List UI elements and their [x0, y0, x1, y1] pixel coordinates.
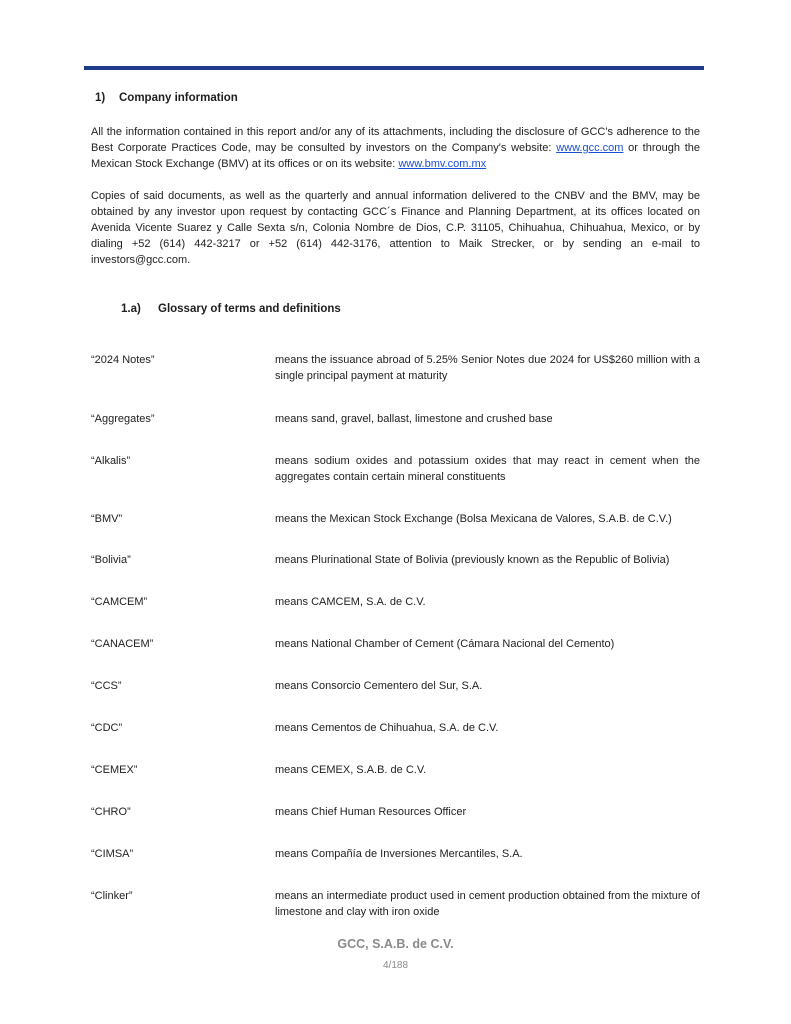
paragraph-text: or through the Mexican Stock Exchange (BMV) at its offices or on its website: — [91, 142, 700, 170]
section-title: Company information — [119, 92, 238, 104]
subsection-heading — [121, 303, 341, 315]
glossary-term: “Bolivia” — [91, 554, 131, 566]
glossary-term: “2024 Notes” — [91, 354, 155, 366]
subsection-title: Glossary of terms and definitions — [158, 303, 341, 315]
glossary-definition: means the issuance abroad of 5.25% Senior Notes due 2024 for US$260 million with a single principal payment at maturity — [275, 354, 700, 382]
glossary-term: “CHRO” — [91, 806, 131, 818]
glossary-term: “CCS” — [91, 680, 122, 692]
glossary-definition: means CAMCEM, S.A. de C.V. — [275, 596, 426, 608]
glossary-definition: means Cementos de Chihuahua, S.A. de C.V. — [275, 722, 499, 734]
section-number: 1) — [95, 92, 106, 104]
glossary-definition: means Plurinational State of Bolivia (previously known as the Republic of Bolivia) — [275, 554, 670, 566]
glossary-term: “CEMEX” — [91, 764, 138, 776]
gcc-website-link[interactable]: www.gcc.com — [556, 142, 624, 154]
subsection-number: 1.a) — [121, 303, 141, 315]
header-rule — [84, 66, 704, 70]
glossary-definition: means an intermediate product used in cement production obtained from the mixture of limestone and clay with iron oxide — [275, 890, 700, 918]
glossary-definition: means the Mexican Stock Exchange (Bolsa Mexicana de Valores, S.A.B. de C.V.) — [275, 513, 672, 525]
glossary-term: “CANACEM” — [91, 638, 154, 650]
footer-page-number: 4/188 — [382, 960, 409, 971]
section-heading — [95, 92, 238, 104]
glossary-definition: means Chief Human Resources Officer — [275, 806, 467, 818]
glossary-definition: means Compañía de Inversiones Mercantiles, S.A. — [275, 848, 523, 860]
glossary-definition: means National Chamber of Cement (Cámara Nacional del Cemento) — [275, 638, 615, 650]
glossary-definition: means CEMEX, S.A.B. de C.V. — [275, 764, 427, 776]
paragraph-copies: Copies of said documents, as well as the quarterly and annual information delivered to the CNBV and the BMV, may be obtained by any investor upon request by contacting GCC´s Finance and Planning Department, at its offices located on Avenida Vicente Suarez y Calle Sexta s/n, Colonia Nombre de Dios, C.P. 31105, Chihuahua, Chihuahua, Mexico, or by dialing +52 (614) 442-3217 or +52 (614) 442-3176, attention to Maik Strecker, or by sending an e-mail to investors@gcc.com. — [91, 190, 700, 266]
glossary-term: “Aggregates” — [91, 413, 155, 425]
glossary-term: “CAMCEM” — [91, 596, 148, 608]
glossary-term: “Clinker” — [91, 890, 133, 902]
glossary-definition: means sand, gravel, ballast, limestone and crushed base — [275, 413, 553, 425]
glossary-term: “CIMSA” — [91, 848, 134, 860]
glossary-term: “BMV” — [91, 513, 123, 525]
footer-company-name: GCC, S.A.B. de C.V. — [337, 937, 454, 951]
bmv-website-link[interactable]: www.bmv.com.mx — [398, 158, 487, 170]
glossary-term: “CDC” — [91, 722, 123, 734]
glossary-definition: means sodium oxides and potassium oxides that may react in cement when the aggregates contain certain mineral constituents — [275, 455, 700, 483]
glossary-definition: means Consorcio Cementero del Sur, S.A. — [275, 680, 483, 692]
glossary-term: “Alkalis” — [91, 455, 131, 467]
paragraph-text: All the information contained in this report and/or any of its attachments, including the disclosure of GCC's adherence to the Best Corporate Practices Code, may be consulted by investors on the Company's website: — [91, 126, 700, 154]
paragraph-company-info — [91, 124, 700, 172]
